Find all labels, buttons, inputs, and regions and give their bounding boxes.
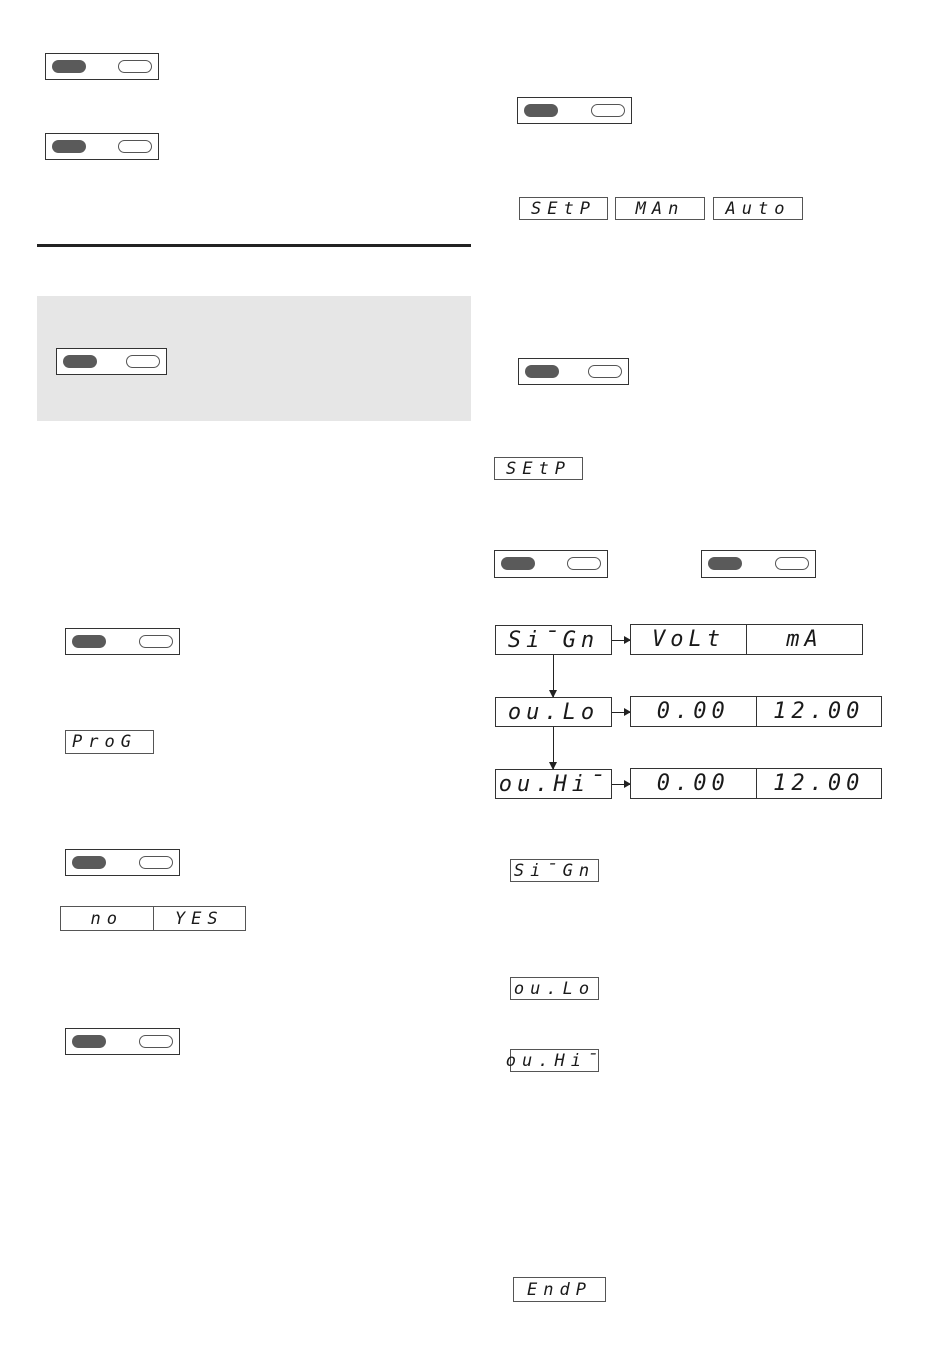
key-filled-icon [52,60,86,73]
key-filled-icon [72,635,106,648]
display-setp-2-text: SEtP [506,458,571,479]
arrow-down [553,727,554,769]
display-setp [519,197,608,220]
flow-ouhi-text: ou.Hi¯ [498,771,609,797]
flow-ma: mA [746,625,862,654]
key-filled-icon [52,140,86,153]
flow-oulo-range [630,696,882,727]
display-oulo-text: ou.Lo [513,978,596,999]
key-filled-icon [63,355,97,368]
key-empty-icon [588,365,622,378]
display-ouhi [505,1049,604,1072]
key-filled-icon [72,1035,106,1048]
display-yes: YES [153,907,246,930]
flow-oulo [495,697,612,727]
key-filled-icon [72,856,106,869]
key-indicator [517,97,632,124]
arrow-right [612,712,630,713]
key-indicator [701,550,816,578]
display-sign [510,859,599,882]
flow-volt: VoLt [652,627,725,652]
key-empty-icon [139,635,173,648]
flow-oulo-max: 12.00 [756,697,882,726]
key-empty-icon [567,557,601,570]
display-setp-text: SEtP [531,198,596,219]
key-indicator [45,133,159,160]
key-indicator [518,358,629,385]
key-empty-icon [126,355,160,368]
display-endp-text: EndP [527,1279,592,1300]
flow-ouhi-range [630,768,882,799]
arrow-right [612,640,630,641]
arrow-down [553,655,554,697]
key-indicator [494,550,608,578]
key-filled-icon [708,557,742,570]
arrow-right [612,784,630,785]
flow-ouhi [495,769,612,799]
display-no-yes [60,906,246,931]
flow-sign-text: Si¯Gn [507,627,600,653]
key-empty-icon [118,140,152,153]
flow-sign-options [630,624,863,655]
key-empty-icon [139,1035,173,1048]
display-sign-text: Si¯Gn [513,860,596,881]
display-man-text: MAn [635,198,685,219]
display-no: no [90,908,123,929]
flow-oulo-text: ou.Lo [507,699,600,725]
key-empty-icon [139,856,173,869]
flow-sign [495,625,612,655]
display-endp [513,1277,606,1302]
key-empty-icon [775,557,809,570]
display-setp-2 [494,457,583,480]
key-filled-icon [525,365,559,378]
flow-oulo-min: 0.00 [656,699,730,724]
display-oulo [510,977,599,1000]
display-ouhi-text: ou.Hi¯ [505,1050,604,1071]
display-prog-text: ProG [72,732,137,752]
key-indicator [65,628,180,655]
key-indicator [65,1028,180,1055]
key-empty-icon [118,60,152,73]
key-indicator [45,53,159,80]
display-prog [65,730,154,754]
flow-ouhi-min: 0.00 [656,771,730,796]
display-auto [713,197,803,220]
key-indicator [65,849,180,876]
flow-ouhi-max: 12.00 [756,769,882,798]
key-indicator [56,348,167,375]
display-auto-text: Auto [725,198,791,219]
key-filled-icon [524,104,558,117]
key-empty-icon [591,104,625,117]
key-filled-icon [501,557,535,570]
display-man [615,197,705,220]
section-rule [37,244,471,247]
